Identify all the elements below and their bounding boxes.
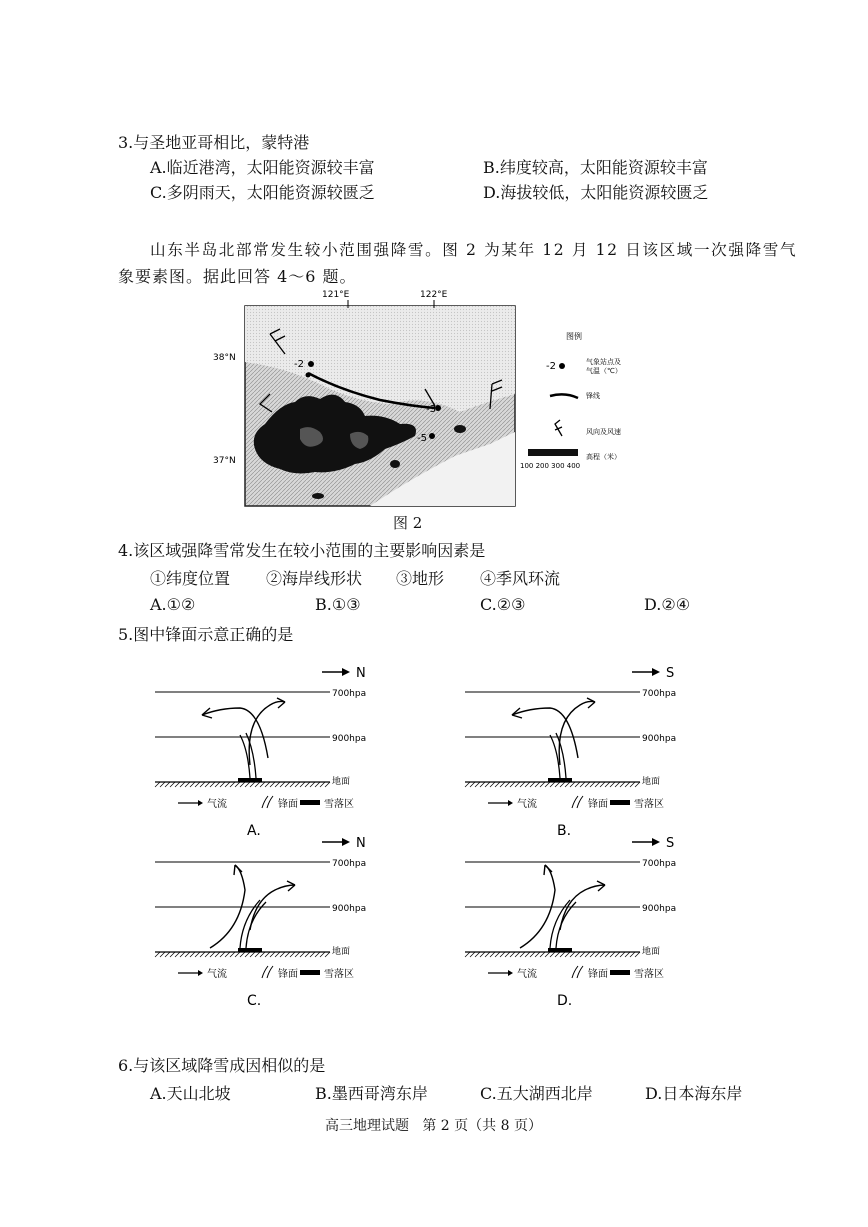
station-temp-label: -3 [426, 404, 436, 415]
pressure-700-label: 700hpa [332, 859, 367, 869]
intro-line-1: 山东半岛北部常发生较小范围强降雪。图 2 为某年 12 月 12 日该区域一次强降雪气 [150, 241, 798, 259]
legend-airflow-label: 气流 [517, 799, 537, 810]
diagram-option-label: C. [247, 993, 262, 1009]
legend-airflow-label: 气流 [207, 969, 227, 980]
intro-line-2: 象要素图。据此回答 4～6 题。 [118, 267, 357, 286]
legend-station-label: 气象站点及 [586, 358, 621, 366]
pressure-900-label: 900hpa [642, 734, 677, 744]
front-diagram-d [460, 830, 700, 1015]
legend-front-icon [550, 394, 578, 398]
ground-label: 地面 [642, 777, 661, 787]
longitude-label-121: 121°E [322, 290, 350, 300]
legend-station-value: -2 [546, 361, 556, 372]
q4-option-a: A.①② [150, 595, 196, 614]
legend-snow-area-label: 雪落区 [324, 799, 354, 810]
q4-option-b: B.①③ [315, 595, 361, 614]
figure-caption: 图 2 [393, 514, 423, 532]
legend-station-unit: 气温（℃） [586, 367, 622, 375]
legend-front-label: 锋面 [588, 799, 608, 810]
q3-option-a: A.临近港湾，太阳能资源较丰富 [150, 158, 375, 177]
latitude-label-37: 37°N [213, 456, 236, 466]
q3-option-c: C.多阴雨天，太阳能资源较匮乏 [150, 183, 375, 202]
legend-front-label: 锋面 [278, 799, 298, 810]
q3-option-b: B.纬度较高，太阳能资源较丰富 [483, 158, 708, 177]
ground-label: 地面 [332, 947, 351, 957]
q4-option-c: C.②③ [480, 595, 526, 614]
q4-factor-4: ④季风环流 [480, 569, 561, 588]
legend-elevation-ticks: 100 200 300 400 [520, 462, 581, 470]
q3-stem: 3.与圣地亚哥相比，蒙特港 [118, 133, 310, 152]
q3-option-d: D.海拔较低，太阳能资源较匮乏 [483, 183, 709, 202]
ground-label: 地面 [642, 947, 661, 957]
snowfall-map [210, 284, 630, 534]
legend-elevation-bar [528, 449, 578, 456]
diagram-option-label: D. [557, 993, 573, 1009]
q5-stem: 5.图中锋面示意正确的是 [118, 625, 294, 644]
q4-factor-1: ①纬度位置 [150, 569, 231, 588]
station-marker [429, 433, 435, 439]
diagram-option-label: A. [247, 823, 261, 839]
legend-elevation-label: 高程（米） [586, 453, 621, 461]
diagram-option-label: B. [557, 823, 572, 839]
direction-label: N [356, 666, 366, 681]
q6-option-a: A.天山北坡 [150, 1084, 231, 1103]
legend-airflow-label: 气流 [517, 969, 537, 980]
front-diagram-b [460, 660, 700, 845]
q4-factor-3: ③地形 [396, 569, 445, 588]
station-temp-label: -2 [294, 359, 304, 370]
q4-stem: 4.该区域强降雪常发生在较小范围的主要影响因素是 [118, 541, 486, 560]
legend-front-label: 锋面 [588, 969, 608, 980]
direction-label: S [666, 666, 675, 681]
q6-option-c: C.五大湖西北岸 [480, 1084, 593, 1103]
pressure-700-label: 700hpa [332, 689, 367, 699]
pressure-700-label: 700hpa [642, 859, 677, 869]
q4-factor-2: ②海岸线形状 [266, 569, 363, 588]
ground-label: 地面 [332, 777, 351, 787]
legend-front-label: 锋线 [586, 392, 600, 400]
longitude-label-122: 122°E [420, 290, 448, 300]
q6-option-d: D.日本海东岸 [645, 1084, 743, 1103]
pressure-700-label: 700hpa [642, 689, 677, 699]
pressure-900-label: 900hpa [332, 734, 367, 744]
legend-title: 图例 [566, 332, 582, 341]
station-marker [306, 373, 311, 378]
legend-snow-area-label: 雪落区 [634, 969, 664, 980]
front-diagram-a [150, 660, 390, 845]
legend-front-label: 锋面 [278, 969, 298, 980]
q6-option-b: B.墨西哥湾东岸 [315, 1084, 428, 1103]
pressure-900-label: 900hpa [642, 904, 677, 914]
legend-snow-area-label: 雪落区 [634, 799, 664, 810]
station-marker [308, 361, 314, 367]
direction-label: N [356, 836, 366, 851]
legend-snow-area-label: 雪落区 [324, 969, 354, 980]
front-diagram-c [150, 830, 390, 1015]
latitude-label-38: 38°N [213, 353, 236, 363]
direction-label: S [666, 836, 675, 851]
legend-wind-icon [555, 420, 562, 436]
page-footer: 高三地理试题 第 2 页（共 8 页） [325, 1118, 542, 1134]
legend-wind-label: 风向及风速 [586, 428, 621, 436]
pressure-900-label: 900hpa [332, 904, 367, 914]
q6-stem: 6.与该区域降雪成因相似的是 [118, 1056, 326, 1075]
legend-airflow-label: 气流 [207, 799, 227, 810]
station-temp-label: -5 [417, 433, 427, 444]
q4-option-d: D.②④ [644, 595, 691, 614]
